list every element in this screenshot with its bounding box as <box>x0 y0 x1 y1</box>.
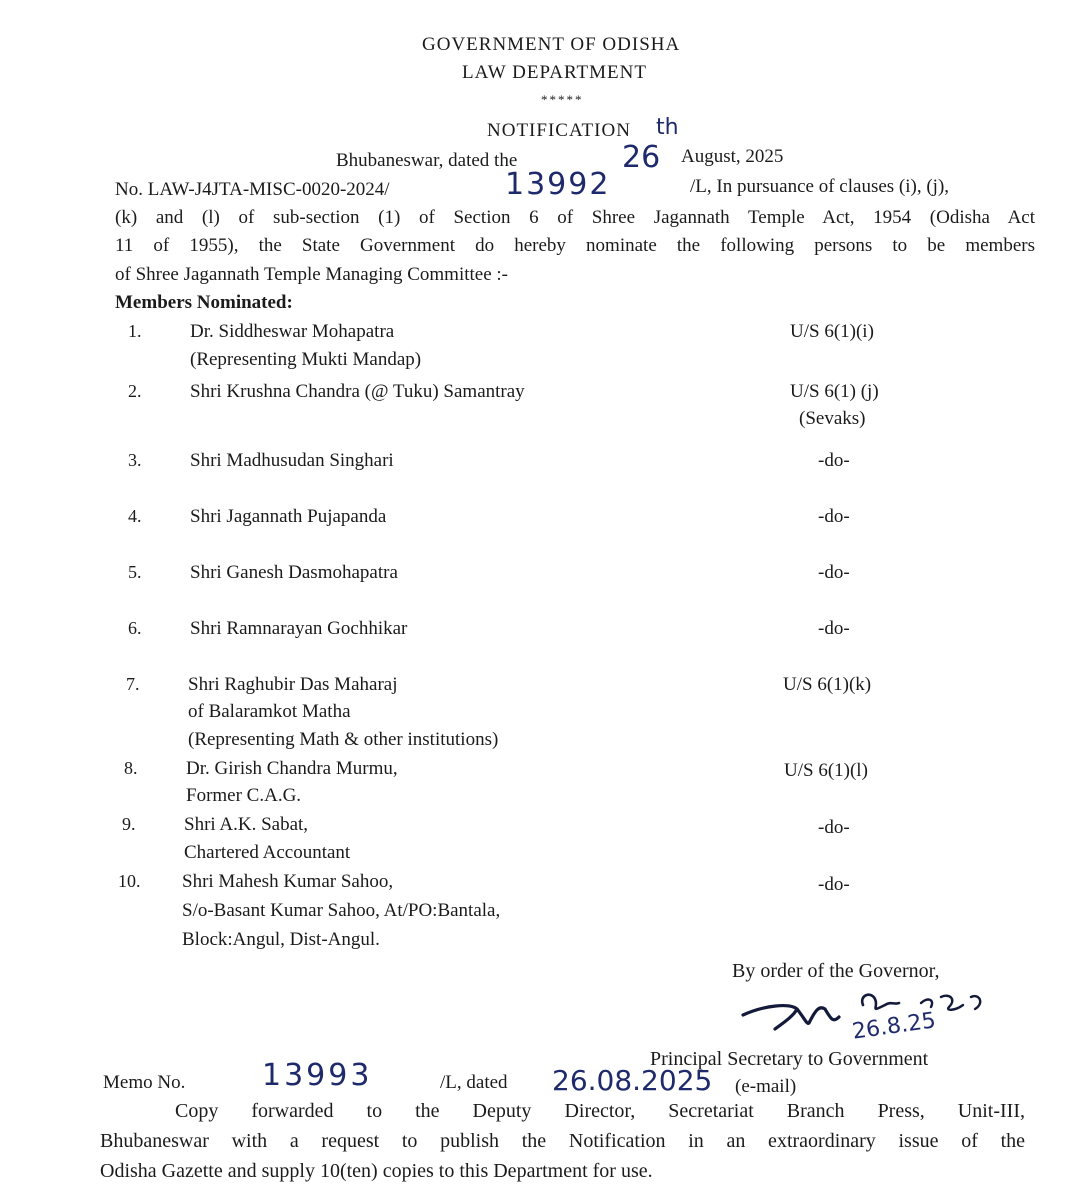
memo-label: Memo No. <box>103 1072 186 1093</box>
date-day-handwritten: 26 <box>622 140 661 175</box>
memo-dated-label: /L, dated <box>440 1072 508 1093</box>
notification-suffix-handwritten: th <box>656 115 679 140</box>
government-title: GOVERNMENT OF ODISHA <box>422 34 681 55</box>
by-order-text: By order of the Governor, <box>732 960 940 982</box>
member-number: 8. <box>124 758 138 778</box>
member-number: 5. <box>128 562 142 582</box>
signature-scribble <box>735 975 1005 1055</box>
member-name: Shri A.K. Sabat, <box>184 814 309 835</box>
member-number: 7. <box>126 674 140 694</box>
member-name: Shri Ramnarayan Gochhikar <box>190 618 408 639</box>
member-clause: -do- <box>818 817 850 838</box>
order-line2: (k) and (l) of sub-section (1) of Section 6 of Shree Jagannath Temple Act, 1954 (Odisha Act <box>115 207 1035 228</box>
member-name: Shri Ganesh Dasmohapatra <box>190 562 398 583</box>
member-number: 10. <box>118 871 141 891</box>
order-line3: 11 of 1955), the State Government do hereby nominate the following persons to be members <box>115 235 1035 256</box>
member-detail: (Representing Math & other institutions) <box>188 729 499 750</box>
notification-title: NOTIFICATION <box>487 120 631 141</box>
order-number-handwritten: 13992 <box>505 167 611 202</box>
members-heading: Members Nominated: <box>115 292 293 313</box>
member-clause: U/S 6(1)(i) <box>790 321 874 342</box>
member-number: 3. <box>128 450 142 470</box>
memo-mode: (e-mail) <box>735 1076 797 1097</box>
member-clause: -do- <box>818 874 850 895</box>
memo-copy-line3: Odisha Gazette and supply 10(ten) copies to this Department for use. <box>100 1160 653 1182</box>
member-clause: -do- <box>818 562 850 583</box>
memo-date-handwritten: 26.08.2025 <box>552 1064 713 1097</box>
member-name: Shri Jagannath Pujapanda <box>190 506 387 527</box>
member-name: Shri Mahesh Kumar Sahoo, <box>182 871 394 892</box>
member-name: Shri Madhusudan Singhari <box>190 450 394 471</box>
order-line1-rest: /L, In pursuance of clauses (i), (j), <box>690 176 950 197</box>
signatory-designation: Principal Secretary to Government <box>650 1048 929 1070</box>
date-prefix: Bhubaneswar, dated the <box>336 150 518 171</box>
memo-copy-line2: Bhubaneswar with a request to publish the Notification in an extraordinary issue of the <box>100 1130 1025 1152</box>
memo-copy-line1: Copy forwarded to the Deputy Director, Secretariat Branch Press, Unit-III, <box>175 1100 1025 1122</box>
member-detail: S/o-Basant Kumar Sahoo, At/PO:Bantala, <box>182 900 501 921</box>
member-detail: Former C.A.G. <box>186 785 302 806</box>
department-title: LAW DEPARTMENT <box>462 62 647 83</box>
member-clause: U/S 6(1) (j) <box>790 381 879 402</box>
member-number: 1. <box>128 321 142 341</box>
member-clause: -do- <box>818 450 850 471</box>
member-number: 6. <box>128 618 142 638</box>
member-name: Shri Krushna Chandra (@ Tuku) Samantray <box>190 381 525 402</box>
member-detail: (Representing Mukti Mandap) <box>190 349 422 370</box>
memo-number-handwritten: 13993 <box>262 1058 373 1093</box>
member-number: 4. <box>128 506 142 526</box>
member-number: 9. <box>122 814 136 834</box>
member-clause-detail: (Sevaks) <box>799 408 866 429</box>
member-name: Dr. Siddheswar Mohapatra <box>190 321 395 342</box>
member-clause: U/S 6(1)(k) <box>783 674 872 695</box>
order-line4: of Shree Jagannath Temple Managing Committee :- <box>115 264 508 285</box>
member-detail: Block:Angul, Dist-Angul. <box>182 929 380 950</box>
member-name: Dr. Girish Chandra Murmu, <box>186 758 398 779</box>
member-number: 2. <box>128 381 142 401</box>
member-clause: U/S 6(1)(l) <box>784 760 868 781</box>
member-clause: -do- <box>818 618 850 639</box>
member-detail: of Balaramkot Matha <box>188 701 351 722</box>
header-stars: ***** <box>541 92 584 107</box>
member-clause: -do- <box>818 506 850 527</box>
member-detail: Chartered Accountant <box>184 842 351 863</box>
member-name: Shri Raghubir Das Maharaj <box>188 674 398 695</box>
signature-date-handwritten: 26.8.25 <box>850 1008 938 1045</box>
order-number-prefix: No. LAW-J4JTA-MISC-0020-2024/ <box>115 179 390 200</box>
date-month-year: August, 2025 <box>681 146 784 167</box>
